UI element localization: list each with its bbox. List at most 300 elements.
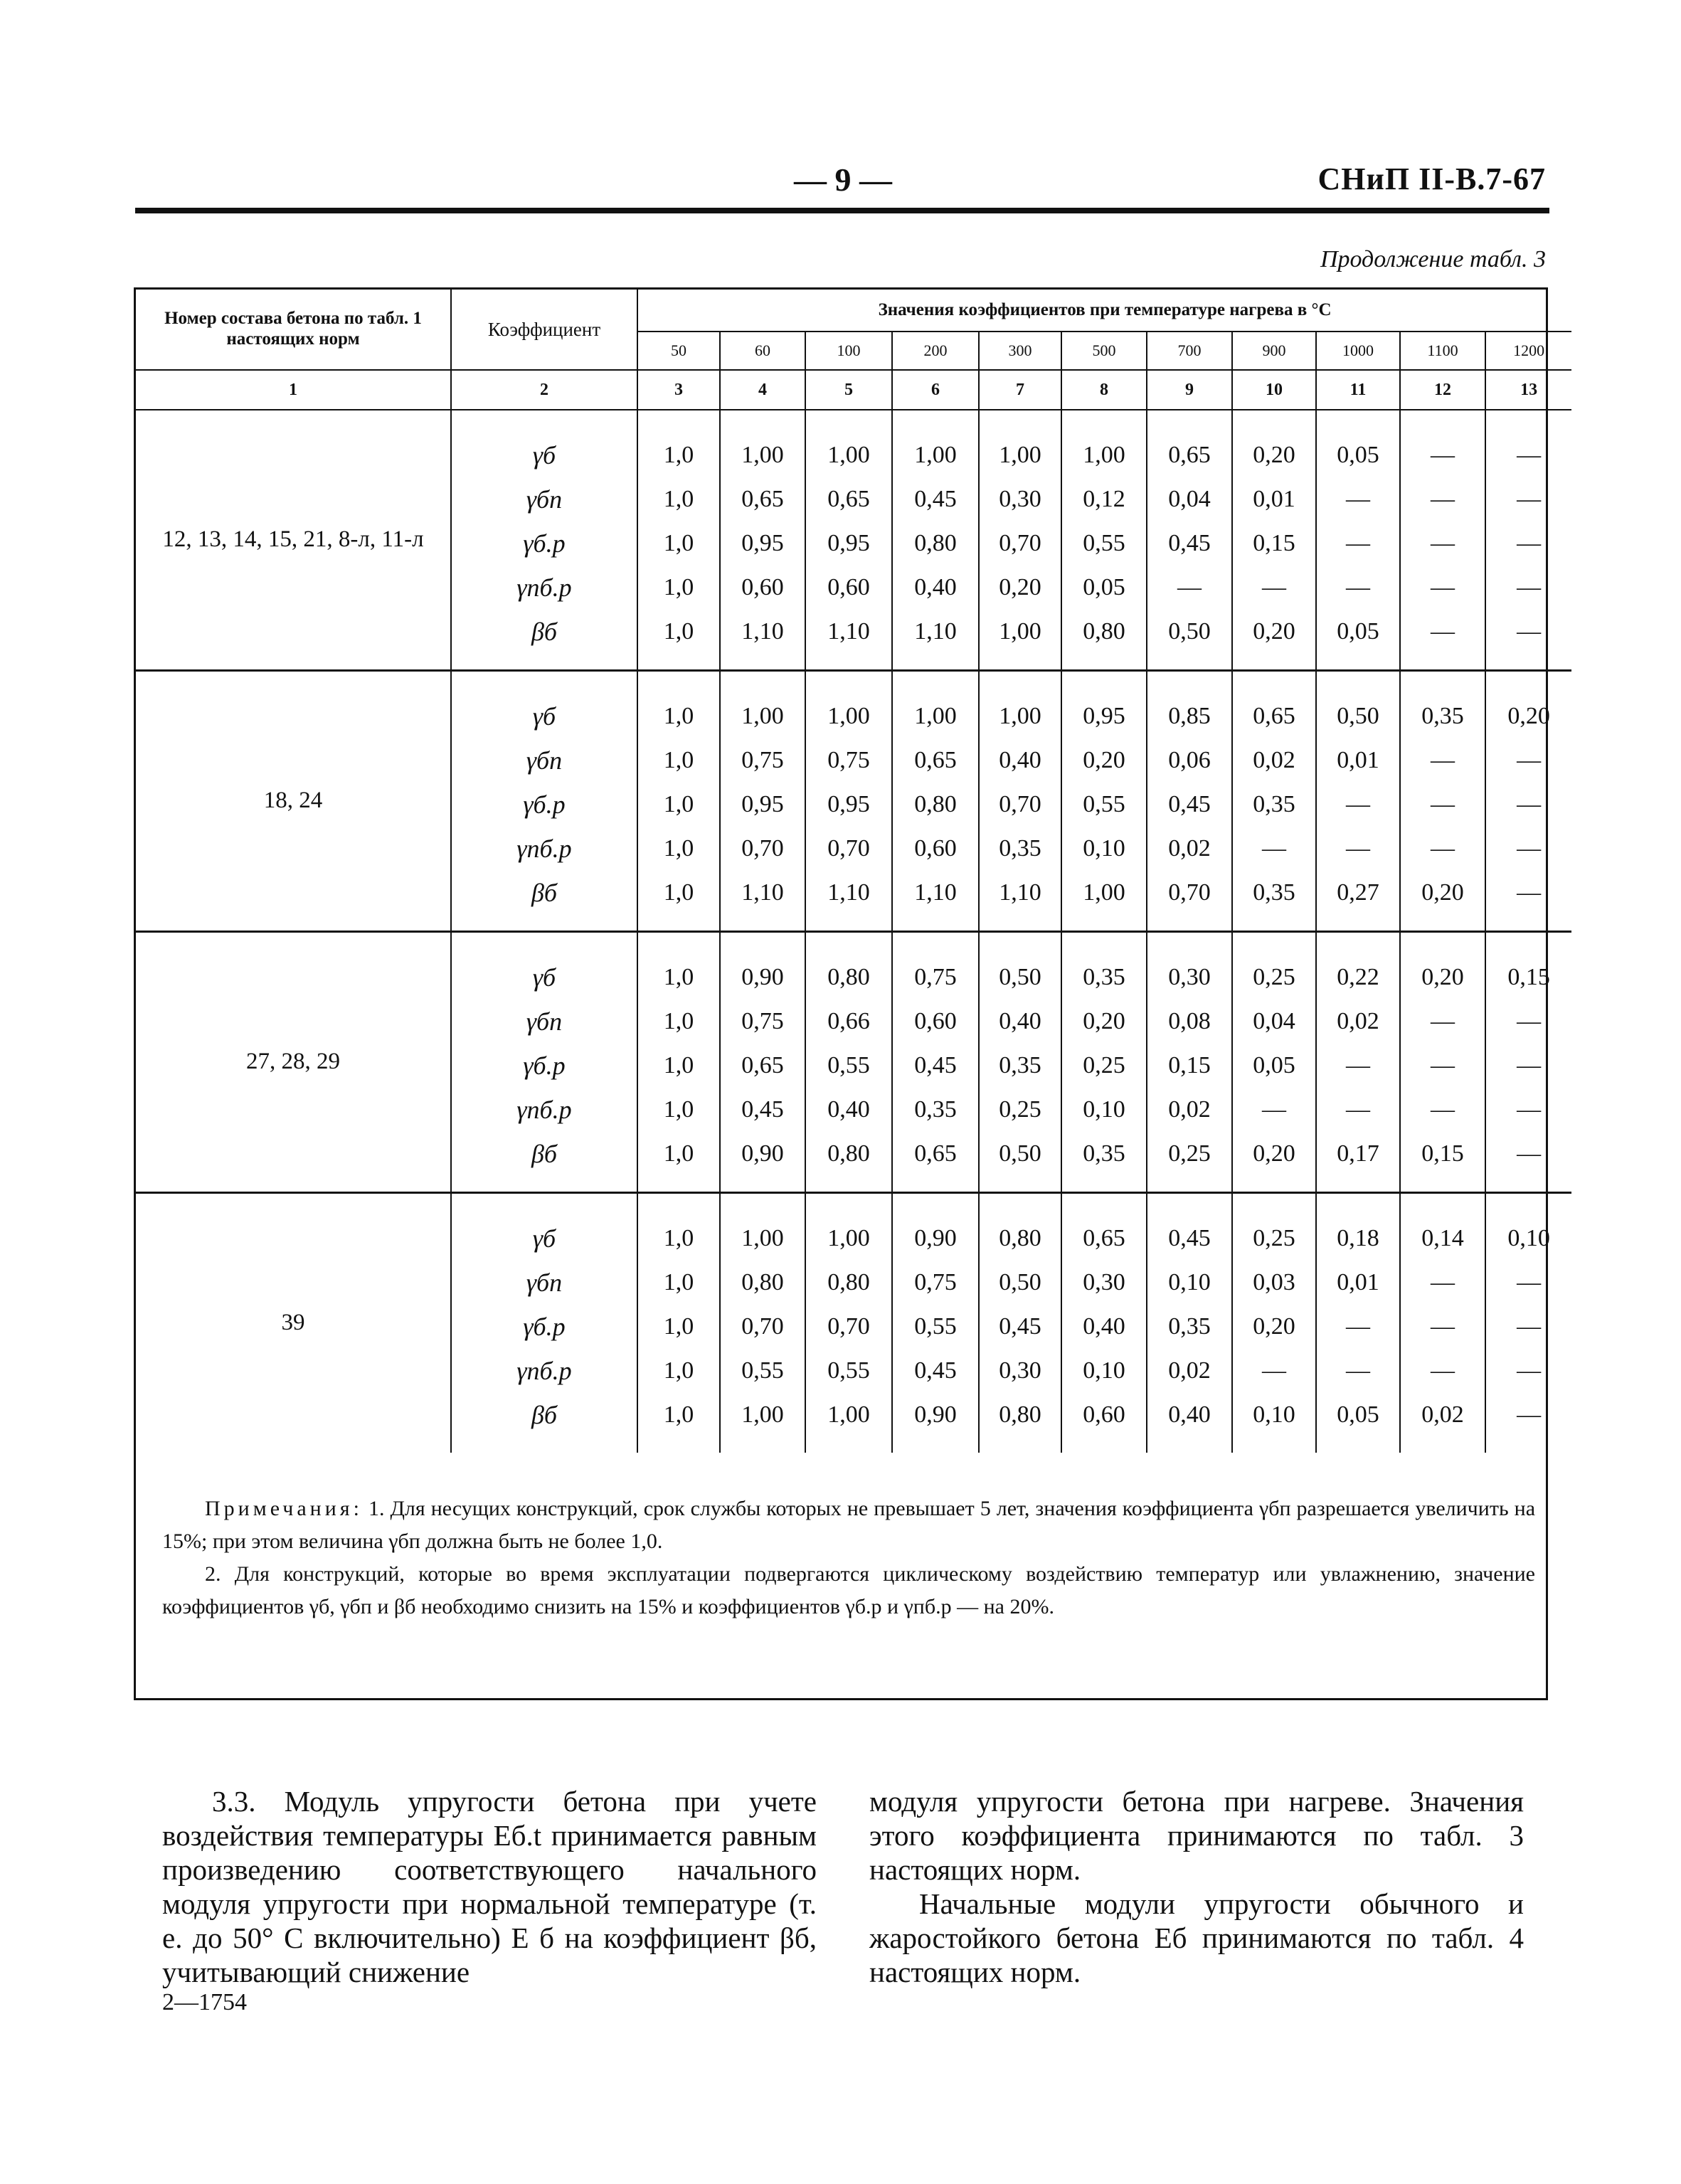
notes-title: Примечания: (205, 1497, 363, 1520)
value-cell (892, 932, 979, 1193)
coefficient-value: 0,20 (1083, 1008, 1125, 1034)
note-1-text: 1. Для несущих конструкций, срок службы которых не превышает 5 лет, значения коэффициента γбп разрешается увеличить на 15%; при этом величина γбп должна быть не более 1,0. (162, 1497, 1536, 1553)
coefficient-value: 1,10 (827, 879, 870, 906)
coefficient-value: — (1431, 1096, 1455, 1123)
coefficient-value: 1,0 (663, 1052, 694, 1078)
coefficient-value: 0,70 (999, 791, 1041, 817)
coefficient-value: 1,10 (827, 618, 870, 645)
coefficient-value: 1,0 (663, 747, 694, 773)
coefficient-value: — (1517, 618, 1542, 645)
coefficient-value: 0,40 (999, 1008, 1041, 1034)
coefficient-value: 0,65 (741, 486, 784, 512)
temperature-header: 1000 (1316, 332, 1400, 370)
column-number: 13 (1485, 370, 1571, 410)
coefficient-value: 0,02 (1337, 1008, 1379, 1034)
value-cell (637, 1193, 720, 1453)
coefficient-value: 0,25 (1253, 964, 1295, 990)
coefficient-value: 0,70 (827, 835, 870, 862)
coefficient-value: — (1517, 442, 1542, 468)
value-cell (805, 1193, 892, 1453)
coefficient-value: 0,40 (827, 1096, 870, 1123)
table-notes (162, 1493, 1535, 1623)
coefficient-symbol: γб.р (523, 1051, 566, 1080)
value-cell (1232, 410, 1316, 671)
coefficient-value: 1,00 (999, 703, 1041, 729)
value-cell (1400, 932, 1485, 1193)
coefficient-value: — (1517, 1313, 1542, 1340)
table-row-group (136, 1193, 1571, 1453)
note-1 (162, 1493, 1535, 1558)
column-number: 9 (1147, 370, 1232, 410)
coefficient-value: — (1431, 442, 1455, 468)
coefficient-value: 1,0 (663, 1269, 694, 1295)
coefficient-value: 0,80 (999, 1401, 1041, 1428)
value-cell (892, 410, 979, 671)
header-rule (135, 208, 1549, 213)
coefficient-value: 1,0 (663, 574, 694, 600)
coefficient-value: 0,65 (741, 1052, 784, 1078)
coefficient-value: 0,70 (999, 530, 1041, 556)
value-cell (1485, 1193, 1571, 1453)
value-cell (1147, 410, 1232, 671)
coefficient-value: — (1431, 791, 1455, 817)
coefficient-value: 0,40 (999, 747, 1041, 773)
coefficient-value: — (1346, 835, 1370, 862)
coefficient-value: — (1346, 791, 1370, 817)
value-cell (720, 671, 805, 932)
coefficient-cell (451, 1193, 637, 1453)
coefficient-value: 0,45 (741, 1096, 784, 1123)
coefficient-value: — (1346, 1313, 1370, 1340)
coefficient-value: 0,30 (1083, 1269, 1125, 1295)
coefficient-value: 0,95 (741, 530, 784, 556)
coefficient-value: 0,80 (827, 964, 870, 990)
coefficient-value: 1,10 (741, 618, 784, 645)
column-number: 10 (1232, 370, 1316, 410)
column-number: 11 (1316, 370, 1400, 410)
coefficient-value: 1,00 (827, 703, 870, 729)
coefficient-value: — (1346, 1357, 1370, 1384)
coefficient-value: 0,06 (1168, 747, 1211, 773)
temperature-header: 100 (805, 332, 892, 370)
coefficient-value: 0,02 (1253, 747, 1295, 773)
column-number: 7 (979, 370, 1061, 410)
coefficient-value: — (1517, 530, 1542, 556)
value-cell (1232, 671, 1316, 932)
coefficient-value: — (1431, 1008, 1455, 1034)
coefficient-value: 0,03 (1253, 1269, 1295, 1295)
coefficient-value: — (1431, 1313, 1455, 1340)
table-continuation-caption: Продолжение табл. 3 (1320, 246, 1546, 272)
coefficient-value: 1,00 (741, 1225, 784, 1251)
coefficient-value: 1,0 (663, 879, 694, 906)
paragraph-3-3: 3.3. Модуль упругости бетона при учете воздействия температуры Еб.t принимается равным произведению соответствующего начального модуля упругости при нормальной температуре (т. е. до 50° С включительно) Е б на коэффициент βб, учитывающий снижение (162, 1785, 817, 1988)
coefficient-value: 0,80 (914, 530, 957, 556)
coefficient-value: 0,12 (1083, 486, 1125, 512)
temperature-header: 900 (1232, 332, 1316, 370)
table-row-group (136, 932, 1571, 1193)
value-cell (1061, 932, 1147, 1193)
coefficient-value: 0,90 (741, 1140, 784, 1167)
coefficient-value: 0,40 (1083, 1313, 1125, 1340)
coefficient-value: — (1517, 574, 1542, 600)
value-cell (1485, 410, 1571, 671)
coefficient-value: — (1517, 1008, 1542, 1034)
coefficient-value: 0,15 (1253, 530, 1295, 556)
temperature-header: 60 (720, 332, 805, 370)
coefficient-value: 0,55 (827, 1357, 870, 1384)
coefficient-value: 0,15 (1168, 1052, 1211, 1078)
coefficient-value: 0,35 (1421, 703, 1464, 729)
value-cell (720, 1193, 805, 1453)
value-cell (1316, 410, 1400, 671)
coefficient-value: 1,0 (663, 442, 694, 468)
coefficient-value: 1,00 (999, 618, 1041, 645)
coefficient-value: — (1431, 835, 1455, 862)
print-signature: 2—1754 (162, 1989, 247, 2015)
value-cell (1316, 671, 1400, 932)
coefficient-value: 0,65 (827, 486, 870, 512)
coefficient-symbol: γпб.р (516, 1357, 572, 1385)
coefficient-value: 0,35 (1083, 1140, 1125, 1167)
header-values-at-temperature: Значения коэффициентов при температуре нагрева в °С (637, 290, 1571, 332)
coefficient-value: 0,80 (1083, 618, 1125, 645)
value-cell (979, 410, 1061, 671)
coefficient-value: 0,45 (999, 1313, 1041, 1340)
coefficient-value: 0,30 (999, 1357, 1041, 1384)
coefficient-value: — (1517, 486, 1542, 512)
coefficient-value: 0,02 (1421, 1401, 1464, 1428)
coefficient-value: 1,00 (827, 1225, 870, 1251)
page-number: — 9 — (794, 161, 892, 198)
coefficient-value: 1,00 (741, 703, 784, 729)
value-cell (1061, 671, 1147, 932)
value-cell (979, 932, 1061, 1193)
coefficient-value: 0,55 (827, 1052, 870, 1078)
coefficient-value: 0,45 (1168, 791, 1211, 817)
coefficient-value: 1,0 (663, 1225, 694, 1251)
coefficient-value: — (1262, 1357, 1286, 1384)
body-column-left (162, 1784, 817, 1989)
coefficient-value: 1,0 (663, 1357, 694, 1384)
coefficient-value: — (1517, 747, 1542, 773)
value-cell (637, 932, 720, 1193)
coefficient-value: 0,80 (914, 791, 957, 817)
coefficient-value: 1,0 (663, 530, 694, 556)
coefficient-value: 0,75 (741, 1008, 784, 1034)
coefficient-value: 0,85 (1168, 703, 1211, 729)
coefficient-value: 0,35 (1168, 1313, 1211, 1340)
coefficient-value: — (1346, 1052, 1370, 1078)
coefficient-value: — (1517, 1096, 1542, 1123)
column-number: 4 (720, 370, 805, 410)
coefficient-value: 0,02 (1168, 1357, 1211, 1384)
coefficient-value: 0,15 (1507, 964, 1550, 990)
coefficient-value: — (1431, 747, 1455, 773)
coefficient-value: 1,0 (663, 1008, 694, 1034)
coefficient-value: 0,25 (1253, 1225, 1295, 1251)
value-cell (1147, 1193, 1232, 1453)
coefficient-value: 1,0 (663, 1313, 694, 1340)
coefficient-value: 0,02 (1168, 835, 1211, 862)
coefficient-value: 0,50 (999, 1269, 1041, 1295)
coefficient-value: 1,0 (663, 1096, 694, 1123)
coefficient-value: 1,00 (1083, 442, 1125, 468)
coefficient-symbol: γпб.р (516, 1096, 572, 1124)
coefficient-value: 0,14 (1421, 1225, 1464, 1251)
coefficient-symbol: βб (531, 617, 558, 646)
coefficient-value: — (1262, 1096, 1286, 1123)
temperature-header: 1200 (1485, 332, 1571, 370)
coefficient-value: 0,04 (1168, 486, 1211, 512)
coefficient-value: 0,66 (827, 1008, 870, 1034)
coefficient-value: 0,25 (999, 1096, 1041, 1123)
header-concrete-composition: Номер состава бетона по табл. 1 настоящих норм (136, 290, 451, 370)
coefficient-value: 0,90 (741, 964, 784, 990)
coefficient-value: 0,20 (1253, 618, 1295, 645)
coefficient-value: 0,75 (914, 964, 957, 990)
coefficient-value: — (1431, 1357, 1455, 1384)
coefficient-value: 0,05 (1253, 1052, 1295, 1078)
coefficient-value: 0,35 (1253, 879, 1295, 906)
coefficient-value: — (1431, 1052, 1455, 1078)
value-cell (1061, 410, 1147, 671)
coefficient-symbol: βб (531, 879, 558, 907)
value-cell (1147, 671, 1232, 932)
value-cell (979, 671, 1061, 932)
coefficient-value: 0,18 (1337, 1225, 1379, 1251)
coefficient-value: 0,60 (1083, 1401, 1125, 1428)
coefficient-symbol: γбп (526, 485, 563, 514)
header-coefficient: Коэффициент (451, 290, 637, 370)
value-cell (1400, 410, 1485, 671)
coefficient-value: 0,20 (1083, 747, 1125, 773)
coefficient-value: 0,80 (827, 1269, 870, 1295)
value-cell (892, 671, 979, 932)
coefficient-value: 0,70 (1168, 879, 1211, 906)
value-cell (1147, 932, 1232, 1193)
coefficient-value: 0,25 (1168, 1140, 1211, 1167)
coefficient-symbol: γб.р (523, 1313, 566, 1341)
coefficient-value: 1,0 (663, 486, 694, 512)
coefficient-value: 0,65 (914, 1140, 957, 1167)
coefficient-value: 0,05 (1337, 1401, 1379, 1428)
concrete-composition-label: 18, 24 (136, 671, 451, 932)
coefficient-value: — (1431, 618, 1455, 645)
concrete-composition-label: 39 (136, 1193, 451, 1453)
value-cell (720, 410, 805, 671)
coefficient-value: 0,05 (1337, 442, 1379, 468)
value-cell (637, 671, 720, 932)
coefficient-value: 0,40 (914, 574, 957, 600)
coefficient-value: 0,45 (914, 1357, 957, 1384)
coefficient-value: — (1346, 1096, 1370, 1123)
coefficient-value: 0,20 (1421, 964, 1464, 990)
coefficient-symbol: γб (532, 702, 556, 731)
coefficient-value: — (1262, 574, 1286, 600)
coefficient-value: — (1517, 1269, 1542, 1295)
coefficient-value: 0,95 (1083, 703, 1125, 729)
coefficient-value: 0,50 (999, 964, 1041, 990)
coefficient-value: 0,02 (1168, 1096, 1211, 1123)
coefficient-value: 1,00 (914, 703, 957, 729)
coefficient-value: 0,95 (741, 791, 784, 817)
coefficient-value: 0,55 (1083, 791, 1125, 817)
temperature-header: 300 (979, 332, 1061, 370)
coefficient-symbol: γбп (526, 1268, 563, 1297)
value-cell (1400, 1193, 1485, 1453)
coefficient-value: — (1177, 574, 1202, 600)
coefficient-value: 0,01 (1337, 1269, 1379, 1295)
coefficient-value: — (1517, 791, 1542, 817)
value-cell (1232, 1193, 1316, 1453)
coefficient-value: 0,45 (1168, 1225, 1211, 1251)
value-cell (1485, 932, 1571, 1193)
value-cell (1316, 1193, 1400, 1453)
coefficient-value: 0,65 (914, 747, 957, 773)
coefficient-value: — (1431, 530, 1455, 556)
body-column-right (869, 1784, 1524, 1989)
coefficient-value: 1,00 (999, 442, 1041, 468)
coefficient-value: 1,00 (827, 442, 870, 468)
coefficient-symbol: γпб.р (516, 573, 572, 602)
coefficient-value: 0,15 (1421, 1140, 1464, 1167)
temperature-header: 200 (892, 332, 979, 370)
value-cell (1316, 932, 1400, 1193)
coefficient-value: 1,0 (663, 1401, 694, 1428)
column-number: 5 (805, 370, 892, 410)
coefficient-value: 0,01 (1253, 486, 1295, 512)
coefficient-value: 0,10 (1083, 1096, 1125, 1123)
column-number: 1 (136, 370, 451, 410)
table-row-group (136, 410, 1571, 671)
coefficient-value: 0,10 (1083, 1357, 1125, 1384)
coefficient-value: 0,08 (1168, 1008, 1211, 1034)
coefficient-value: 0,35 (999, 1052, 1041, 1078)
coefficient-symbol: γпб.р (516, 834, 572, 863)
column-number: 3 (637, 370, 720, 410)
coefficient-value: 0,05 (1337, 618, 1379, 645)
column-number: 6 (892, 370, 979, 410)
value-cell (637, 410, 720, 671)
temperature-header: 700 (1147, 332, 1232, 370)
coefficient-value: 1,10 (741, 879, 784, 906)
coefficient-symbol: γбп (526, 1007, 563, 1036)
coefficient-value: 0,01 (1337, 747, 1379, 773)
coefficient-symbol: γб (532, 1224, 556, 1253)
coefficient-value: 0,55 (741, 1357, 784, 1384)
coefficient-value: 1,00 (827, 1401, 870, 1428)
temperature-header: 1100 (1400, 332, 1485, 370)
coefficient-value: 0,20 (1421, 879, 1464, 906)
coefficient-value: 0,30 (1168, 964, 1211, 990)
value-cell (1400, 671, 1485, 932)
coefficient-value: 1,0 (663, 835, 694, 862)
coefficient-value: 1,10 (914, 879, 957, 906)
temperature-header: 50 (637, 332, 720, 370)
coefficient-value: 0,75 (914, 1269, 957, 1295)
coefficient-value: 0,60 (741, 574, 784, 600)
coefficient-value: 0,04 (1253, 1008, 1295, 1034)
concrete-composition-label: 12, 13, 14, 15, 21, 8-л, 11-л (136, 410, 451, 671)
column-number: 8 (1061, 370, 1147, 410)
coefficient-value: 0,27 (1337, 879, 1379, 906)
coefficient-symbol: γб.р (523, 529, 566, 558)
coefficient-value: 0,10 (1083, 835, 1125, 862)
coefficient-value: 1,0 (663, 1140, 694, 1167)
coefficient-value: 0,35 (1083, 964, 1125, 990)
coefficient-cell (451, 671, 637, 932)
coefficient-value: 0,10 (1507, 1225, 1550, 1251)
coefficient-value: 0,45 (914, 1052, 957, 1078)
column-number: 2 (451, 370, 637, 410)
coefficient-value: 0,20 (1507, 703, 1550, 729)
coefficient-value: — (1346, 574, 1370, 600)
table-row-group (136, 671, 1571, 932)
coefficient-value: — (1517, 1140, 1542, 1167)
coefficient-value: 1,00 (741, 1401, 784, 1428)
coefficient-value: 0,60 (827, 574, 870, 600)
note-2: 2. Для конструкций, которые во время эксплуатации подвергаются циклическому воздействию температур или увлажнению, значение коэффициентов γб, γбп и βб необходимо снизить на 15% и коэффициентов γб.р и γпб.р — на 20%. (162, 1562, 1535, 1618)
coefficient-value: 1,00 (741, 442, 784, 468)
coefficient-value: 0,55 (914, 1313, 957, 1340)
coefficient-value: 0,80 (741, 1269, 784, 1295)
coefficient-table (136, 290, 1571, 1453)
coefficient-cell (451, 932, 637, 1193)
coefficient-symbol: βб (531, 1140, 558, 1168)
value-cell (979, 1193, 1061, 1453)
coefficient-value: 0,20 (1253, 1313, 1295, 1340)
coefficient-value: — (1262, 835, 1286, 862)
coefficient-value: 0,20 (1253, 442, 1295, 468)
coefficient-value: 1,0 (663, 964, 694, 990)
coefficient-value: 0,50 (1337, 703, 1379, 729)
coefficient-value: 0,05 (1083, 574, 1125, 600)
coefficient-value: 0,90 (914, 1225, 957, 1251)
coefficient-value: 1,0 (663, 618, 694, 645)
coefficient-value: 0,70 (741, 1313, 784, 1340)
coefficient-value: 0,75 (827, 747, 870, 773)
coefficient-value: — (1431, 486, 1455, 512)
temperature-header: 500 (1061, 332, 1147, 370)
coefficient-value: 0,55 (1083, 530, 1125, 556)
coefficient-value: 0,95 (827, 791, 870, 817)
coefficient-value: 0,60 (914, 835, 957, 862)
coefficient-value: 0,35 (914, 1096, 957, 1123)
coefficient-value: — (1431, 1269, 1455, 1295)
coefficient-value: 0,70 (741, 835, 784, 862)
coefficient-value: 0,10 (1168, 1269, 1211, 1295)
concrete-composition-label: 27, 28, 29 (136, 932, 451, 1193)
coefficient-value: 0,90 (914, 1401, 957, 1428)
coefficient-value: — (1431, 574, 1455, 600)
coefficient-value: 1,10 (999, 879, 1041, 906)
coefficient-value: — (1517, 879, 1542, 906)
paragraph-initial-moduli: Начальные модули упругости обычного и жаростойкого бетона Еб принимаются по табл. 4 настоящих норм. (869, 1887, 1524, 1988)
coefficient-symbol: γб.р (523, 790, 566, 819)
value-cell (892, 1193, 979, 1453)
coefficient-table-box (134, 287, 1548, 1700)
coefficient-value: 1,0 (663, 703, 694, 729)
coefficient-value: 1,10 (914, 618, 957, 645)
coefficient-value: — (1517, 835, 1542, 862)
coefficient-symbol: γбп (526, 746, 563, 775)
coefficient-value: 1,0 (663, 791, 694, 817)
coefficient-value: 0,75 (741, 747, 784, 773)
coefficient-value: 0,65 (1083, 1225, 1125, 1251)
coefficient-value: 0,70 (827, 1313, 870, 1340)
coefficient-value: 0,50 (1168, 618, 1211, 645)
